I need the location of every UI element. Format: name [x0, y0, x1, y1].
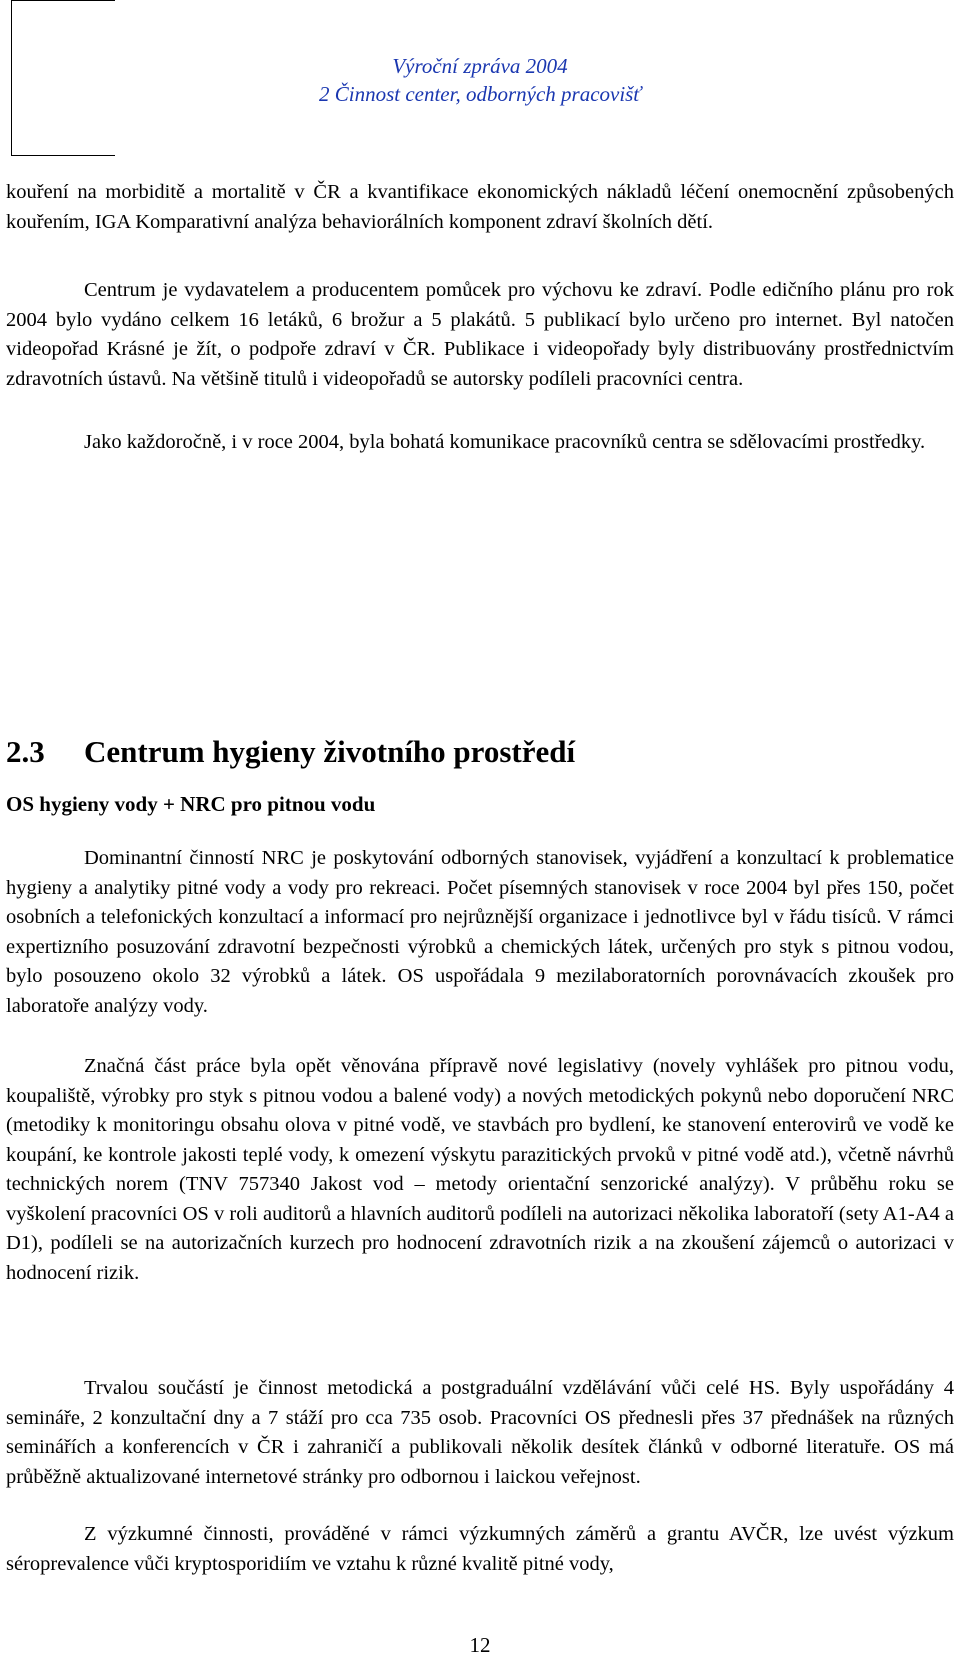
- paragraph-education: Trvalou součástí je činnost metodická a postgraduální vzdělávání vůči celé HS. Byly uspořádány 4 semináře, 2 konzultační dny a 7 stáží pro cca 735 osob. Pracovníci OS přednesli přes 37 přednášek na různých seminářích a konferencích v ČR i zahraničí a publikovali několik desítek článků v odborné literatuře. OS má průběžně aktualizované internetové stránky pro odbornou i laickou veřejnost.: [6, 1377, 954, 1488]
- paragraph-research: Z výzkumné činnosti, prováděné v rámci výzkumných záměrů a grantu AVČR, lze uvést výzkum séroprevalence vůči kryptosporidiím ve vztahu k různé kvalitě pitné vody,: [6, 1523, 954, 1575]
- header-frame-top-line: [11, 0, 115, 1]
- header-frame-bottom-line: [11, 155, 115, 156]
- page-number: 12: [469, 1633, 491, 1657]
- section-number: 2.3: [6, 734, 45, 769]
- paragraph-publications: Centrum je vydavatelem a producentem pomůcek pro výchovu ke zdraví. Podle edičního plánu pro rok 2004 bylo vydáno celkem 16 letáků, 6 brožur a 5 plakátů. 5 publikací bylo určeno pro internet. Byl natočen videopořad Krásné je žít, o podpoře zdraví v ČR. Publikace i videopořady byly distribuovány prostřednictvím zdravotních ústavů. Na většině titulů i videopořadů se autorsky podíleli pracovníci centra.: [6, 279, 954, 390]
- subsection-heading: OS hygieny vody + NRC pro pitnou vodu: [6, 792, 376, 816]
- paragraph-legislation: Značná část práce byla opět věnována přípravě nové legislativy (novely vyhlášek pro pitnou vodu, koupaliště, výrobky pro styk s pitnou vodou a balené vody) a nových metodických pokynů nebo doporučení NRC (metodiky k monitoringu obsahu olova v pitné vodě, ve stavbách pro bydlení, ke stanovení enterovirů ve vodě ke koupání, ke kontrole jakosti teplé vody, k omezení výskytu parazitických prvoků v pitné vodě atd.), včetně návrhů technických norem (TNV 757340 Jakost vod – metody orientační senzorické analýzy). V průběhu roku se vyškolení pracovníci OS v roli auditorů a hlavních auditorů podíleli na autorizaci několika laboratoří (sety A1-A4 a D1), podíleli se na autorizačních kurzech pro hodnocení zdravotních rizik a na zkoušení zájemců o autorizaci v hodnocení rizik.: [6, 1055, 954, 1284]
- section-heading: [6, 734, 575, 770]
- paragraph-nrc-activities: Dominantní činností NRC je poskytování odborných stanovisek, vyjádření a konzultací k problematice hygieny a analytiky pitné vody a vody pro rekreaci. Počet písemných stanovisek v roce 2004 byl přes 150, počet osobních a telefonických konzultací a informací pro nejrůznější organizace i jednotlivce byl v řádu tisíců. V rámci expertizního posuzování zdravotní bezpečnosti výrobků a chemických látek, určených pro styk s pitnou vodou, bylo posouzeno okolo 32 výrobků a látek. OS uspořádala 9 mezilaboratorních porovnávacích zkoušek pro laboratoře analýzy vody.: [6, 847, 954, 1017]
- running-header-chapter: 2 Činnost center, odborných pracovišť: [318, 82, 641, 106]
- section-title: Centrum hygieny životního prostředí: [84, 734, 576, 769]
- paragraph-continued: kouření na morbiditě a mortalitě v ČR a kvantifikace ekonomických nákladů léčení onemocnění způsobených kouřením, IGA Komparativní analýza behaviorálních komponent zdraví školních dětí.: [6, 181, 954, 233]
- paragraph-media: Jako každoročně, i v roce 2004, byla bohatá komunikace pracovníků centra se sdělovacími prostředky.: [84, 431, 926, 453]
- running-header-title: Výroční zpráva 2004: [392, 54, 568, 78]
